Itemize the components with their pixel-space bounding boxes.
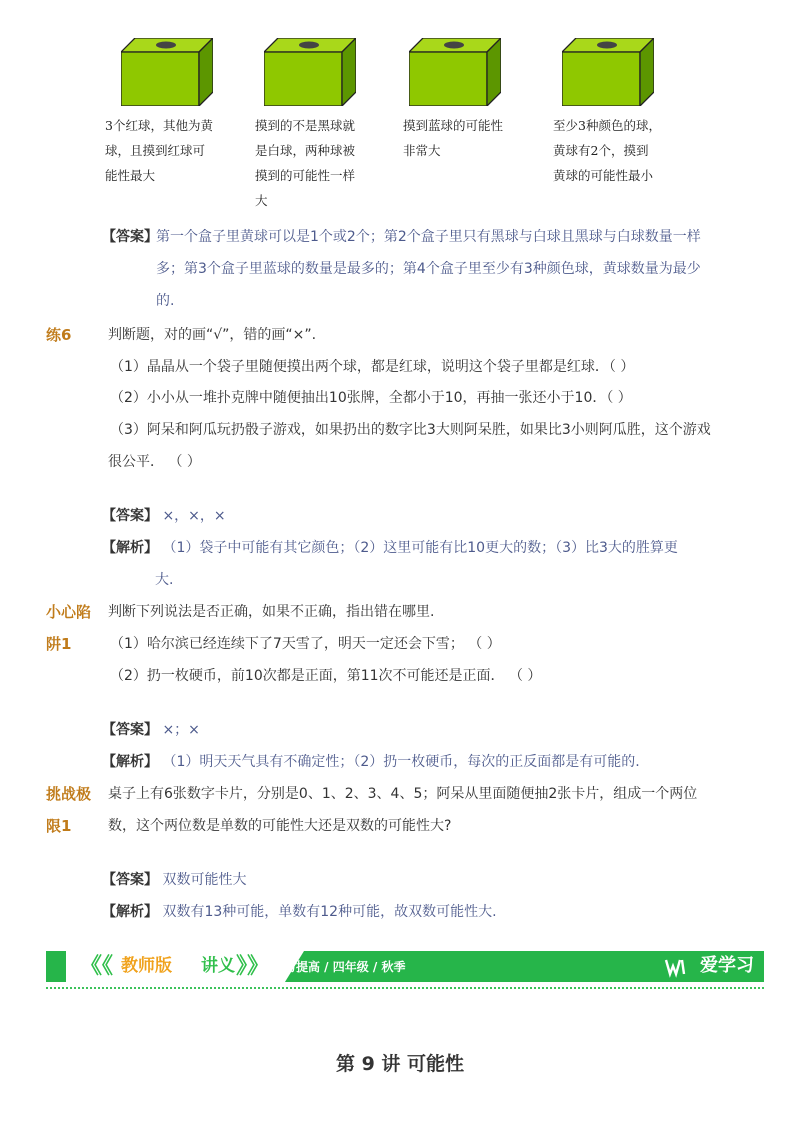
- brand-logo-icon: [664, 956, 686, 982]
- box-3-image: [409, 38, 501, 106]
- answer-tag: 【答案】: [102, 872, 158, 888]
- answer-tag: 【答案】: [102, 508, 158, 524]
- answer-value: ×，×，×: [162, 508, 226, 524]
- chevron-right-icon: 》》: [236, 954, 270, 979]
- lecture-title: 第 9 讲 可能性: [335, 1053, 465, 1075]
- answer-tag: 【答案】: [102, 229, 158, 245]
- practice-6-label: 练6: [46, 326, 72, 344]
- trap-1-prompt: 判断下列说法是否正确，如果不正确，指出错在哪里.: [108, 604, 435, 620]
- banner-title-teacher: 教师版: [121, 956, 172, 976]
- box-4-caption: 至少3种颜色的球， 黄球有2个，摸到 黄球的可能性最小: [553, 118, 661, 183]
- practice-6-prompt: 判断题，对的画“√”，错的画“×”.: [108, 327, 317, 343]
- practice-6-item-2: （2）小小从一堆扑克牌中随便抽出10张牌，全都小于10，再抽一张还小于10．（ ）: [110, 390, 632, 406]
- practice-6-item-1: （1）晶晶从一个袋子里随便摸出两个球，都是红球，说明这个袋子里都是红球．（ ）: [110, 359, 635, 375]
- trap-1-label-line-1: 小心陷: [46, 603, 92, 621]
- trap-1-analysis: [102, 752, 640, 772]
- banner-breadcrumb: 能力提高 / 四年级 / 秋季: [272, 960, 406, 974]
- box-2-image: [264, 38, 356, 106]
- trap-1-item-1: （1）哈尔滨已经连续下了7天雪了，明天一定还会下雪； （ ）: [110, 636, 501, 652]
- analysis-tag: 【解析】: [102, 904, 158, 920]
- analysis-value: （1）明天天气具有不确定性；（2）扔一枚硬币，每次的正反面都是有可能的.: [162, 754, 640, 770]
- box-1-image: [121, 38, 213, 106]
- challenge-1-line-2: 数，这个两位数是单数的可能性大还是双数的可能性大?: [108, 818, 452, 834]
- practice-6-answer: [102, 506, 226, 526]
- challenge-1-label-line-2: 限1: [46, 817, 72, 835]
- answer-1-line-1: 第一个盒子里黄球可以是1个或2个；第2个盒子里只有黑球与白球且黑球与白球数量一样: [156, 229, 701, 245]
- trap-1-answer: [102, 720, 200, 740]
- challenge-1-analysis: [102, 902, 497, 922]
- practice-6-analysis: [102, 538, 678, 558]
- box-4-image: [562, 38, 654, 106]
- practice-6-item-3-cont: 很公平． （ ）: [108, 454, 201, 470]
- banner-title-handout: 讲义: [201, 956, 235, 976]
- answer-value: ×；×: [162, 722, 200, 738]
- answer-value: 双数可能性大: [162, 872, 247, 888]
- box-3-caption: 摸到蓝球的可能性 非常大: [403, 118, 504, 158]
- challenge-1-line-1: 桌子上有6张数字卡片，分别是0、1、2、3、4、5；阿呆从里面随便抽2张卡片，组成一个两位: [108, 786, 698, 802]
- practice-6-item-3: （3）阿呆和阿瓜玩扔骰子游戏，如果扔出的数字比3大则阿呆胜，如果比3小则阿瓜胜，这个游戏: [110, 422, 711, 438]
- box-2-caption: 摸到的不是黑球就 是白球，两种球被 摸到的可能性一样 大: [255, 118, 356, 208]
- banner-divider: [46, 987, 764, 989]
- box-1-caption: 3个红球，其他为黄 球，且摸到红球可 能性最大: [105, 118, 213, 183]
- answer-1-line-3: 的.: [156, 293, 175, 309]
- challenge-1-label-line-1: 挑战极: [46, 785, 92, 803]
- challenge-1-answer: [102, 870, 246, 890]
- answer-1-line-2: 多；第3个盒子里蓝球的数量是最多的；第4个盒子里至少有3种颜色球，黄球数量为最少: [156, 261, 701, 277]
- analysis-tag: 【解析】: [102, 754, 158, 770]
- analysis-tag: 【解析】: [102, 540, 158, 556]
- analysis-value: 双数有13种可能，单数有12种可能，故双数可能性大.: [162, 904, 497, 920]
- answer-tag: 【答案】: [102, 722, 158, 738]
- teacher-edition-banner: [46, 951, 764, 982]
- trap-1-item-2: （2）扔一枚硬币，前10次都是正面，第11次不可能还是正面． （ ）: [110, 668, 542, 684]
- practice-6-analysis-cont: 大.: [155, 572, 174, 588]
- brand-name: 爱学习: [700, 955, 754, 976]
- analysis-line-1: （1）袋子中可能有其它颜色；（2）这里可能有比10更大的数；（3）比3大的胜算更: [162, 540, 678, 556]
- trap-1-label-line-2: 阱1: [46, 635, 72, 653]
- chevron-left-icon: 《《: [80, 954, 114, 979]
